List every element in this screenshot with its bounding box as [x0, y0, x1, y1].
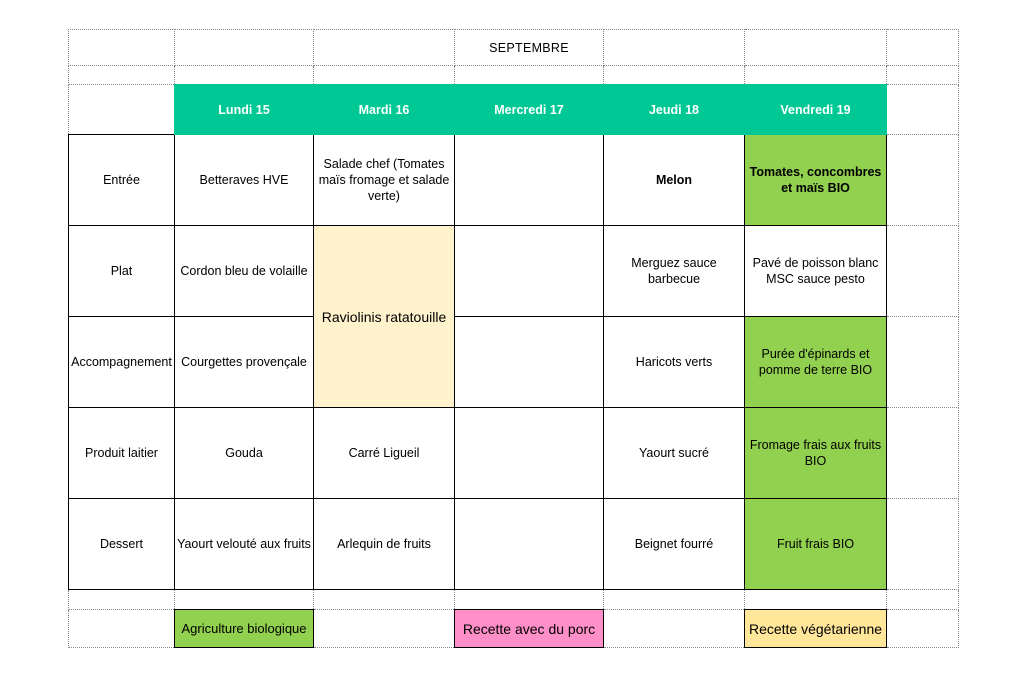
legend-bio: Agriculture biologique [175, 610, 314, 648]
cell-lundi-dessert: Yaourt velouté aux fruits [175, 499, 314, 590]
dessert-row [69, 499, 959, 590]
day-header-mardi: Mardi 16 [314, 85, 455, 135]
spacer-row [69, 590, 959, 610]
cell-mardi-dessert: Arlequin de fruits [314, 499, 455, 590]
day-header-mercredi: Mercredi 17 [455, 85, 604, 135]
legend-porc: Recette avec du porc [455, 610, 604, 648]
legend-row [69, 610, 959, 648]
plat-row [69, 226, 959, 317]
day-header-row [69, 85, 959, 135]
cell-lundi-plat: Cordon bleu de volaille [175, 226, 314, 317]
legend-vegetarien: Recette végétarienne [745, 610, 887, 648]
cell-mercredi-laitier [455, 408, 604, 499]
cell-vendredi-dessert: Fruit frais BIO [745, 499, 887, 590]
day-header-vendredi: Vendredi 19 [745, 85, 887, 135]
cell-vendredi-entree: Tomates, concombres et maïs BIO [745, 135, 887, 226]
day-header-lundi: Lundi 15 [175, 85, 314, 135]
cell-jeudi-entree: Melon [604, 135, 745, 226]
title-row [69, 30, 959, 66]
cell-jeudi-laitier: Yaourt sucré [604, 408, 745, 499]
course-label-plat: Plat [69, 226, 175, 317]
cell-mercredi-plat [455, 226, 604, 317]
cell-jeudi-accompagnement: Haricots verts [604, 317, 745, 408]
cell-lundi-entree: Betteraves HVE [175, 135, 314, 226]
cell-vendredi-plat: Pavé de poisson blanc MSC sauce pesto [745, 226, 887, 317]
course-label-laitier: Produit laitier [69, 408, 175, 499]
course-label-entree: Entrée [69, 135, 175, 226]
course-label-accompagnement: Accompagnement [69, 317, 175, 408]
cell-mardi-laitier: Carré Ligueil [314, 408, 455, 499]
cell-mardi-entree: Salade chef (Tomates maïs fromage et salade verte) [314, 135, 455, 226]
laitier-row [69, 408, 959, 499]
day-header-jeudi: Jeudi 18 [604, 85, 745, 135]
accompagnement-row [69, 317, 959, 408]
cell-lundi-laitier: Gouda [175, 408, 314, 499]
cell-lundi-accompagnement: Courgettes provençale [175, 317, 314, 408]
cell-vendredi-laitier: Fromage frais aux fruits BIO [745, 408, 887, 499]
spacer-row [69, 66, 959, 85]
course-label-dessert: Dessert [69, 499, 175, 590]
page-title: SEPTEMBRE [455, 30, 604, 66]
cell-jeudi-dessert: Beignet fourré [604, 499, 745, 590]
cell-mercredi-dessert [455, 499, 604, 590]
entree-row [69, 135, 959, 226]
cell-mercredi-accompagnement [455, 317, 604, 408]
cell-vendredi-accompagnement: Purée d'épinards et pomme de terre BIO [745, 317, 887, 408]
cell-mardi-plat: Raviolinis ratatouille [314, 226, 455, 408]
cell-jeudi-plat: Merguez sauce barbecue [604, 226, 745, 317]
cell-mercredi-entree [455, 135, 604, 226]
menu-sheet [68, 29, 959, 648]
